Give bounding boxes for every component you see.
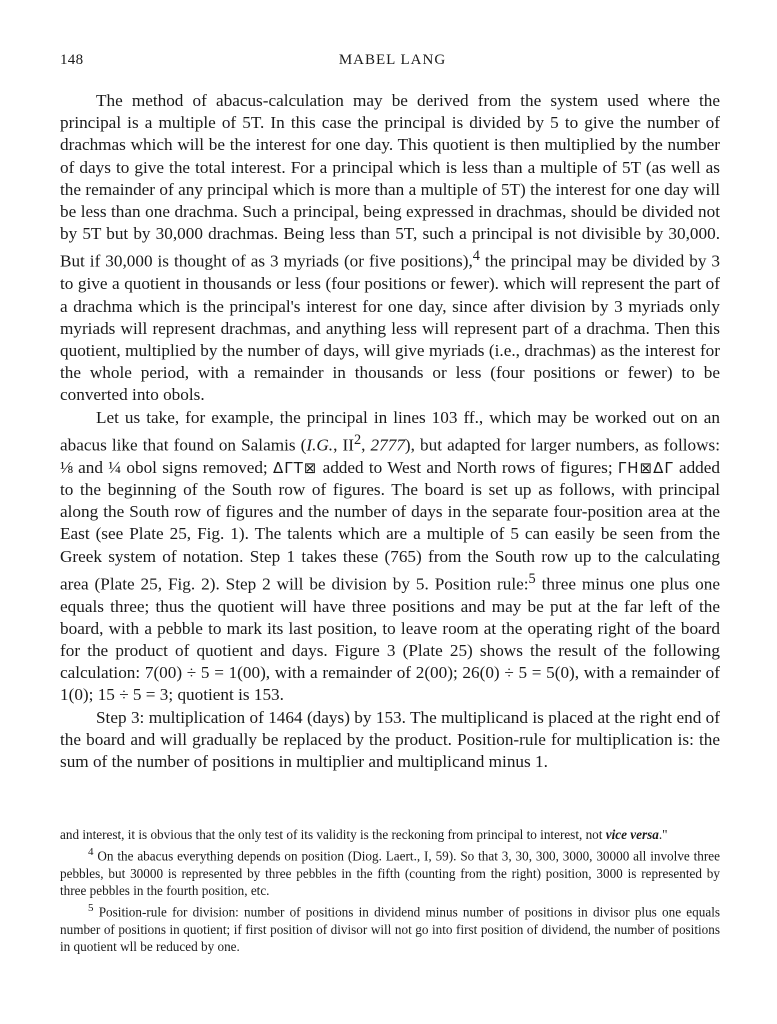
running-head	[60, 52, 725, 74]
footnote-mark-4: 4	[88, 845, 94, 858]
footnote-4: $^4$ On the abacus everything depends on position (Diog. Laert., I, 59). So that 3, 30, 300, 3000, 30000 all involve three pebbles, but 30000 is represented by three pebbles in the fifth (counting from the right) position, 3000 is represented by three pebbles in the fourth position, etc.	[60, 845, 720, 899]
paragraph-1: The method of abacus-calculation may be derived from the system used where the principal is a multiple of 5T. In this case the principal is divided by 5 to give the number of drachmas which will be the interest for one day. This quotient is then multiplied by the number of days to give the total interest. For a principal which is less than a multiple of 5T (as well as the remainder of any principal which is more than a multiple of 5T) the interest for one day will be less than one drachma. Such a principal, being expressed in drachmas, should be divided not by 5T but by 30,000 drachmas. Being less than 5T, such a principal is not divisible by 30,000. But if 30,000 is thought of as 3 myriads (or five positions),$^4$ the principal may be divided by 3 to give a quotient in thousands or less (four positions or fewer). which will represent the part of a drachma which is the principal's interest for one day, since after division by 3 myriads only myriads will represent drachmas, and anything less will represent part of a drachma. Then this quotient, multiplied by the number of days, will give myriads (i.e., drachmas) as the interest for the whole period, with a remainder in thousands or less (four positions or fewer) to be converted into obols.	[60, 91, 720, 405]
greek-numeral-signs-south: ΓΗ⊠ΔΓ	[617, 458, 674, 477]
fraction-quarter: ¼	[108, 457, 122, 477]
footnote-continuation: and interest, it is obvious that the only test of its validity is the reckoning from principal to interest, not vice versa."	[60, 827, 668, 842]
footnote-ref-5: 5	[528, 570, 536, 587]
footnotes	[60, 826, 720, 956]
citation-ig: I.G.	[306, 435, 334, 455]
fraction-eighth: ⅛	[60, 457, 73, 477]
greek-numeral-signs-west-north: ΔΓΤ⊠	[272, 458, 318, 477]
page-number: 148	[60, 52, 84, 68]
footnote-5: $^5$ Position-rule for division: number of positions in dividend minus number of positions in divisor plus one equals number of positions in quotient; if first position of divisor will not go into first position of dividend, the number of positions in quotient wll be reduced by one.	[60, 901, 720, 955]
footnote-mark-5: 5	[88, 901, 94, 914]
paragraph-3: Step 3: multiplication of 1464 (days) by 153. The multiplicand is placed at the right end of the board and will gradually be replaced by the product. Position-rule for multiplication is: the sum of the number of positions in multiplier and multiplicand minus 1.	[60, 707, 720, 772]
body-text	[60, 90, 720, 773]
running-head-author: MABEL LANG	[338, 52, 447, 68]
inscription-number: 2777	[370, 435, 405, 455]
footnote-ref-4: 4	[472, 248, 480, 265]
paragraph-2: Let us take, for example, the principal in lines 103 ff., which may be worked out on an abacus like that found on Salamis (I.G., $II^2$, 2777), but adapted for larger numbers, as follows: ⅛ and ¼ obol signs removed; ΔΓΤ⊠ added to West and North rows of figures; ΓΗ⊠ΔΓ added to the beginning of the South row of figures. The board is set up as follows, with principal along the South row of figures and the number of days in the separate four-position area at the East (see Plate 25, Fig. 1). The talents which are a multiple of 5 can easily be seen from the Greek system of notation. Step 1 takes these (765) from the South row up to the calculating area (Plate 25, Fig. 2). Step 2 will be division by 5. Position rule:$^5$ three minus one plus one equals three; thus the quotient will have three positions and may be put at the far left of the board, with a pebble to mark its last position, to leave room at the operating right of the board for the product of quotient and days. Figure 3 (Plate 25) shows the result of the following calculation: 7(00) ÷ 5 = 1(00), with a remainder of 2(00); 26(0) ÷ 5 = 5(0), with a remainder of 1(0); 15 ÷ 5 = 3; quotient is 153.	[60, 407, 721, 705]
